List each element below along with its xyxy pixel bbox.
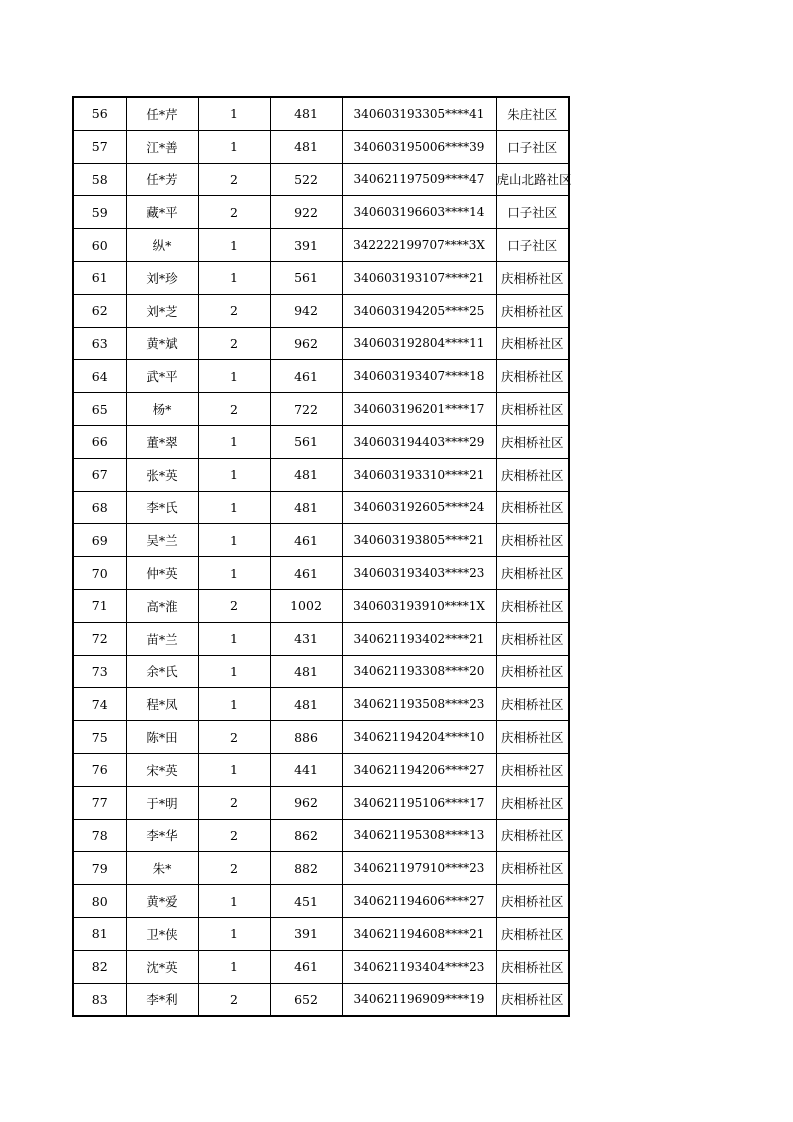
id-number-cell: 340603194205****25 bbox=[342, 294, 496, 327]
community-cell bbox=[496, 655, 569, 688]
community-cell bbox=[496, 360, 569, 393]
community-label: 庆相桥社区 bbox=[500, 631, 564, 647]
table-row bbox=[73, 294, 569, 327]
name-cell: 余*氏 bbox=[126, 655, 198, 688]
community-label: 庆相桥社区 bbox=[500, 697, 564, 713]
name-cell: 仲*英 bbox=[126, 557, 198, 590]
community-cell bbox=[496, 753, 569, 786]
id-number-cell: 340621193308****20 bbox=[342, 655, 496, 688]
community-cell bbox=[496, 393, 569, 426]
name-cell: 黄*爱 bbox=[126, 885, 198, 918]
amount-cell: 461 bbox=[270, 524, 342, 557]
id-number-cell: 340603195006****39 bbox=[342, 130, 496, 163]
community-label: 朱庄社区 bbox=[507, 106, 558, 122]
table-row bbox=[73, 229, 569, 262]
community-cell bbox=[496, 786, 569, 819]
id-number-cell: 340603193403****23 bbox=[342, 557, 496, 590]
table-row bbox=[73, 950, 569, 983]
row-number-cell: 76 bbox=[73, 753, 126, 786]
row-number-cell: 80 bbox=[73, 885, 126, 918]
household-count-cell: 2 bbox=[198, 196, 270, 229]
community-label: 庆相桥社区 bbox=[500, 533, 564, 549]
row-number-cell: 67 bbox=[73, 458, 126, 491]
community-cell bbox=[496, 852, 569, 885]
community-label: 庆相桥社区 bbox=[500, 566, 564, 582]
amount-cell: 561 bbox=[270, 261, 342, 294]
row-number-cell: 71 bbox=[73, 589, 126, 622]
community-label: 庆相桥社区 bbox=[500, 402, 564, 418]
name-cell: 于*明 bbox=[126, 786, 198, 819]
row-number-cell: 70 bbox=[73, 557, 126, 590]
name-cell: 吴*兰 bbox=[126, 524, 198, 557]
row-number-cell: 81 bbox=[73, 917, 126, 950]
id-number-cell: 340621197910****23 bbox=[342, 852, 496, 885]
row-number-cell: 78 bbox=[73, 819, 126, 852]
community-cell bbox=[496, 589, 569, 622]
id-number-cell: 340621196909****19 bbox=[342, 983, 496, 1016]
id-number-cell: 340621194608****21 bbox=[342, 917, 496, 950]
household-count-cell: 1 bbox=[198, 557, 270, 590]
id-number-cell: 340621194204****10 bbox=[342, 721, 496, 754]
table-row bbox=[73, 819, 569, 852]
community-label: 口子社区 bbox=[507, 205, 558, 221]
amount-cell: 481 bbox=[270, 655, 342, 688]
name-cell: 任*芳 bbox=[126, 163, 198, 196]
table-row bbox=[73, 261, 569, 294]
household-count-cell: 1 bbox=[198, 622, 270, 655]
row-number-cell: 74 bbox=[73, 688, 126, 721]
amount-cell: 962 bbox=[270, 786, 342, 819]
community-label: 庆相桥社区 bbox=[500, 992, 564, 1008]
row-number-cell: 82 bbox=[73, 950, 126, 983]
row-number-cell: 72 bbox=[73, 622, 126, 655]
row-number-cell: 58 bbox=[73, 163, 126, 196]
household-count-cell: 2 bbox=[198, 163, 270, 196]
household-count-cell: 1 bbox=[198, 261, 270, 294]
community-cell bbox=[496, 557, 569, 590]
household-count-cell: 1 bbox=[198, 655, 270, 688]
community-cell bbox=[496, 721, 569, 754]
community-label: 庆相桥社区 bbox=[500, 336, 564, 352]
community-label: 口子社区 bbox=[507, 238, 558, 254]
table-row bbox=[73, 622, 569, 655]
table-row bbox=[73, 786, 569, 819]
household-count-cell: 1 bbox=[198, 950, 270, 983]
community-label: 庆相桥社区 bbox=[500, 926, 564, 942]
community-cell bbox=[496, 622, 569, 655]
amount-cell: 722 bbox=[270, 393, 342, 426]
amount-cell: 481 bbox=[270, 97, 342, 130]
community-cell bbox=[496, 950, 569, 983]
community-label: 庆相桥社区 bbox=[500, 795, 564, 811]
amount-cell: 481 bbox=[270, 688, 342, 721]
name-cell: 李*华 bbox=[126, 819, 198, 852]
row-number-cell: 79 bbox=[73, 852, 126, 885]
amount-cell: 391 bbox=[270, 917, 342, 950]
amount-cell: 862 bbox=[270, 819, 342, 852]
row-number-cell: 61 bbox=[73, 261, 126, 294]
community-cell bbox=[496, 885, 569, 918]
community-cell bbox=[496, 261, 569, 294]
row-number-cell: 65 bbox=[73, 393, 126, 426]
amount-cell: 561 bbox=[270, 425, 342, 458]
household-count-cell: 1 bbox=[198, 491, 270, 524]
community-label: 庆相桥社区 bbox=[500, 303, 564, 319]
household-count-cell: 2 bbox=[198, 852, 270, 885]
amount-cell: 1002 bbox=[270, 589, 342, 622]
amount-cell: 522 bbox=[270, 163, 342, 196]
community-label: 口子社区 bbox=[507, 139, 558, 155]
table-row bbox=[73, 196, 569, 229]
row-number-cell: 63 bbox=[73, 327, 126, 360]
table-row bbox=[73, 393, 569, 426]
name-cell: 武*平 bbox=[126, 360, 198, 393]
name-cell: 李*利 bbox=[126, 983, 198, 1016]
table-row bbox=[73, 885, 569, 918]
id-number-cell: 340621193404****23 bbox=[342, 950, 496, 983]
household-count-cell: 1 bbox=[198, 688, 270, 721]
table-row bbox=[73, 688, 569, 721]
household-count-cell: 1 bbox=[198, 753, 270, 786]
row-number-cell: 77 bbox=[73, 786, 126, 819]
name-cell: 杨* bbox=[126, 393, 198, 426]
id-number-cell: 340603193107****21 bbox=[342, 261, 496, 294]
amount-cell: 431 bbox=[270, 622, 342, 655]
table-row bbox=[73, 524, 569, 557]
household-count-cell: 2 bbox=[198, 589, 270, 622]
row-number-cell: 69 bbox=[73, 524, 126, 557]
table-row bbox=[73, 983, 569, 1016]
id-number-cell: 340603194403****29 bbox=[342, 425, 496, 458]
community-label: 庆相桥社区 bbox=[500, 861, 564, 877]
household-count-cell: 1 bbox=[198, 97, 270, 130]
row-number-cell: 68 bbox=[73, 491, 126, 524]
amount-cell: 652 bbox=[270, 983, 342, 1016]
table-row bbox=[73, 458, 569, 491]
community-cell bbox=[496, 688, 569, 721]
community-cell bbox=[496, 196, 569, 229]
amount-cell: 481 bbox=[270, 458, 342, 491]
name-cell: 卫*侠 bbox=[126, 917, 198, 950]
table-row bbox=[73, 130, 569, 163]
table-row bbox=[73, 721, 569, 754]
amount-cell: 461 bbox=[270, 360, 342, 393]
id-number-cell: 340621193508****23 bbox=[342, 688, 496, 721]
table-row bbox=[73, 655, 569, 688]
name-cell: 宋*英 bbox=[126, 753, 198, 786]
id-number-cell: 340603192605****24 bbox=[342, 491, 496, 524]
community-label: 庆相桥社区 bbox=[500, 762, 564, 778]
table-row bbox=[73, 360, 569, 393]
table-body bbox=[73, 97, 572, 1016]
name-cell: 董*翠 bbox=[126, 425, 198, 458]
community-label: 庆相桥社区 bbox=[500, 664, 564, 680]
community-label: 庆相桥社区 bbox=[500, 500, 564, 516]
name-cell: 朱* bbox=[126, 852, 198, 885]
id-number-cell: 340603196201****17 bbox=[342, 393, 496, 426]
name-cell: 张*英 bbox=[126, 458, 198, 491]
table-row bbox=[73, 852, 569, 885]
id-number-cell: 340621195106****17 bbox=[342, 786, 496, 819]
name-cell: 高*淮 bbox=[126, 589, 198, 622]
id-number-cell: 342222199707****3X bbox=[342, 229, 496, 262]
community-cell bbox=[496, 327, 569, 360]
id-number-cell: 340603193305****41 bbox=[342, 97, 496, 130]
name-cell: 黄*斌 bbox=[126, 327, 198, 360]
community-cell bbox=[496, 425, 569, 458]
name-cell: 任*芹 bbox=[126, 97, 198, 130]
row-number-cell: 75 bbox=[73, 721, 126, 754]
household-count-cell: 1 bbox=[198, 524, 270, 557]
id-number-cell: 340621194206****27 bbox=[342, 753, 496, 786]
community-label: 庆相桥社区 bbox=[500, 434, 564, 450]
community-label: 虎山北路社区 bbox=[496, 172, 572, 188]
household-count-cell: 1 bbox=[198, 885, 270, 918]
household-count-cell: 2 bbox=[198, 786, 270, 819]
name-cell: 刘*芝 bbox=[126, 294, 198, 327]
household-count-cell: 1 bbox=[198, 917, 270, 950]
name-cell: 李*氏 bbox=[126, 491, 198, 524]
table-row bbox=[73, 753, 569, 786]
table-row bbox=[73, 557, 569, 590]
community-label: 庆相桥社区 bbox=[500, 598, 564, 614]
table-row bbox=[73, 97, 569, 130]
row-number-cell: 62 bbox=[73, 294, 126, 327]
community-label: 庆相桥社区 bbox=[500, 270, 564, 286]
id-number-cell: 340621193402****21 bbox=[342, 622, 496, 655]
community-cell bbox=[496, 983, 569, 1016]
amount-cell: 962 bbox=[270, 327, 342, 360]
community-cell bbox=[496, 294, 569, 327]
household-count-cell: 1 bbox=[198, 425, 270, 458]
table-row bbox=[73, 163, 569, 196]
amount-cell: 441 bbox=[270, 753, 342, 786]
table-row bbox=[73, 589, 569, 622]
id-number-cell: 340603193805****21 bbox=[342, 524, 496, 557]
community-label: 庆相桥社区 bbox=[500, 467, 564, 483]
amount-cell: 481 bbox=[270, 491, 342, 524]
table-row bbox=[73, 425, 569, 458]
household-count-cell: 1 bbox=[198, 458, 270, 491]
amount-cell: 461 bbox=[270, 950, 342, 983]
household-count-cell: 2 bbox=[198, 983, 270, 1016]
community-cell bbox=[496, 491, 569, 524]
community-label: 庆相桥社区 bbox=[500, 894, 564, 910]
community-cell bbox=[496, 524, 569, 557]
id-number-cell: 340621195308****13 bbox=[342, 819, 496, 852]
community-label: 庆相桥社区 bbox=[500, 828, 564, 844]
amount-cell: 922 bbox=[270, 196, 342, 229]
name-cell: 藏*平 bbox=[126, 196, 198, 229]
id-number-cell: 340603193407****18 bbox=[342, 360, 496, 393]
household-count-cell: 2 bbox=[198, 819, 270, 852]
amount-cell: 391 bbox=[270, 229, 342, 262]
household-count-cell: 1 bbox=[198, 229, 270, 262]
household-count-cell: 2 bbox=[198, 294, 270, 327]
id-number-cell: 340621197509****47 bbox=[342, 163, 496, 196]
name-cell: 江*善 bbox=[126, 130, 198, 163]
row-number-cell: 57 bbox=[73, 130, 126, 163]
community-label: 庆相桥社区 bbox=[500, 730, 564, 746]
id-number-cell: 340621194606****27 bbox=[342, 885, 496, 918]
amount-cell: 942 bbox=[270, 294, 342, 327]
amount-cell: 882 bbox=[270, 852, 342, 885]
amount-cell: 461 bbox=[270, 557, 342, 590]
household-count-cell: 2 bbox=[198, 327, 270, 360]
community-cell bbox=[496, 458, 569, 491]
row-number-cell: 56 bbox=[73, 97, 126, 130]
community-cell bbox=[496, 163, 572, 196]
id-number-cell: 340603196603****14 bbox=[342, 196, 496, 229]
community-cell bbox=[496, 917, 569, 950]
community-cell bbox=[496, 130, 569, 163]
amount-cell: 451 bbox=[270, 885, 342, 918]
name-cell: 陈*田 bbox=[126, 721, 198, 754]
id-number-cell: 340603193910****1X bbox=[342, 589, 496, 622]
table-row bbox=[73, 327, 569, 360]
row-number-cell: 60 bbox=[73, 229, 126, 262]
household-count-cell: 1 bbox=[198, 130, 270, 163]
beneficiary-table bbox=[72, 96, 570, 1017]
id-number-cell: 340603193310****21 bbox=[342, 458, 496, 491]
household-count-cell: 2 bbox=[198, 721, 270, 754]
row-number-cell: 66 bbox=[73, 425, 126, 458]
name-cell: 沈*英 bbox=[126, 950, 198, 983]
row-number-cell: 73 bbox=[73, 655, 126, 688]
row-number-cell: 64 bbox=[73, 360, 126, 393]
community-cell bbox=[496, 819, 569, 852]
community-label: 庆相桥社区 bbox=[500, 959, 564, 975]
community-label: 庆相桥社区 bbox=[500, 369, 564, 385]
amount-cell: 481 bbox=[270, 130, 342, 163]
community-cell bbox=[496, 229, 569, 262]
table-row bbox=[73, 491, 569, 524]
name-cell: 苗*兰 bbox=[126, 622, 198, 655]
id-number-cell: 340603192804****11 bbox=[342, 327, 496, 360]
community-cell bbox=[496, 97, 569, 130]
name-cell: 刘*珍 bbox=[126, 261, 198, 294]
table-row bbox=[73, 917, 569, 950]
name-cell: 程*凤 bbox=[126, 688, 198, 721]
name-cell: 纵* bbox=[126, 229, 198, 262]
household-count-cell: 1 bbox=[198, 360, 270, 393]
amount-cell: 886 bbox=[270, 721, 342, 754]
row-number-cell: 83 bbox=[73, 983, 126, 1016]
row-number-cell: 59 bbox=[73, 196, 126, 229]
household-count-cell: 2 bbox=[198, 393, 270, 426]
